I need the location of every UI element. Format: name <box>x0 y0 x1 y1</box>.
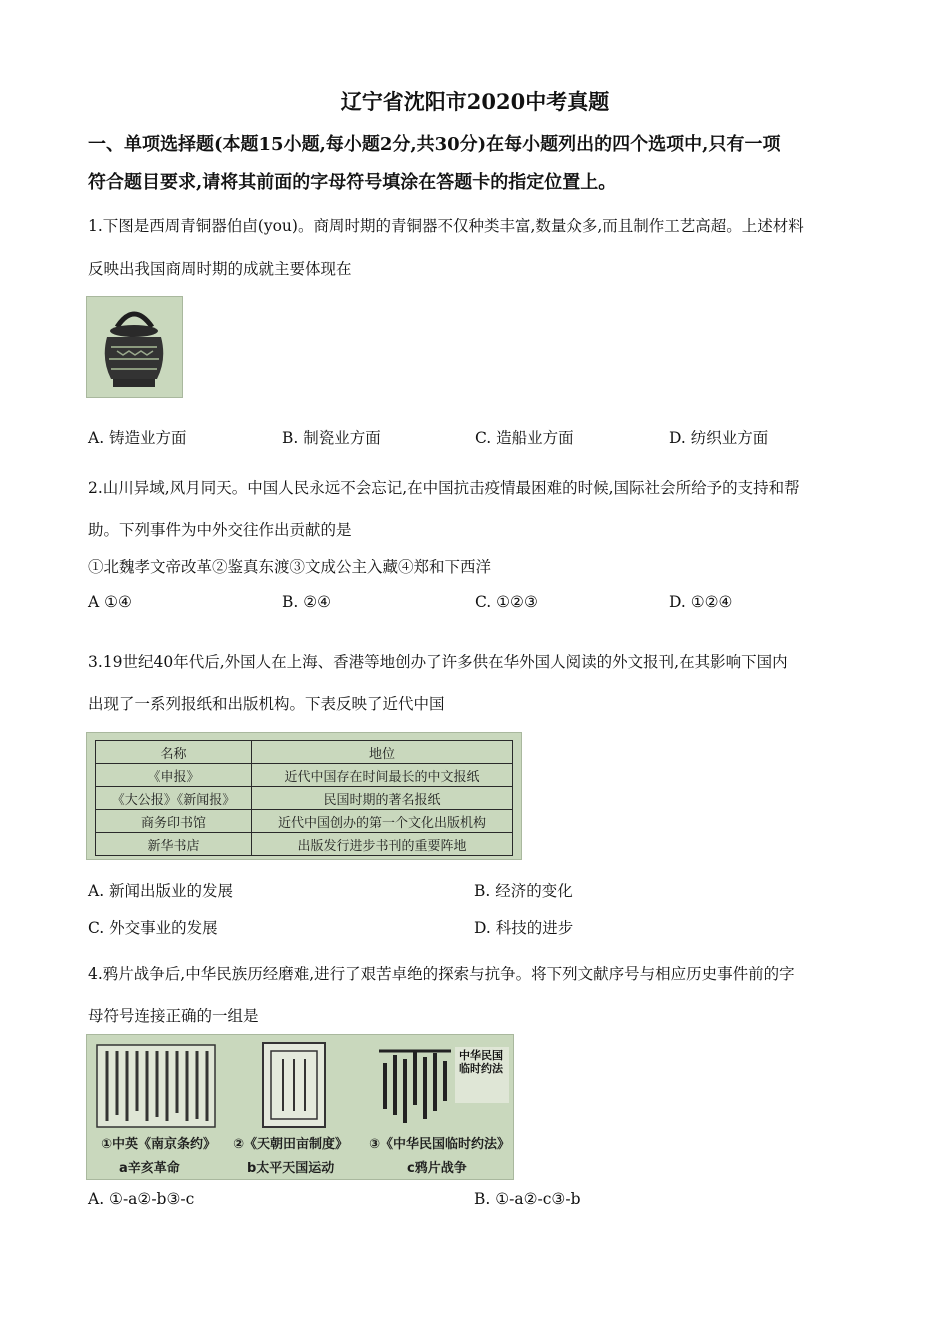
question-3-option-d[interactable]: D. 科技的进步 <box>474 919 574 937</box>
event-label-b: b太平天国运动 <box>247 1161 335 1176</box>
question-3-text-line2: 出现了一系列报纸和出版机构。下表反映了近代中国 <box>88 695 445 713</box>
table-cell: 新华书店 <box>96 833 252 856</box>
question-3-option-a[interactable]: A. 新闻出版业的发展 <box>88 882 234 900</box>
table-cell: 《申报》 <box>96 764 252 787</box>
event-label-c: c鸦片战争 <box>407 1161 467 1176</box>
table-cell: 出版发行进步书刊的重要阵地 <box>252 833 513 856</box>
table-cell: 民国时期的著名报纸 <box>252 787 513 810</box>
question-3-option-c[interactable]: C. 外交事业的发展 <box>88 919 218 937</box>
doc-label-1: ①中英《南京条约》 <box>101 1137 217 1152</box>
newspaper-table-image <box>86 732 522 860</box>
doc-label-3: ③《中华民国临时约法》 <box>369 1137 511 1152</box>
table-cell: 近代中国创办的第一个文化出版机构 <box>252 810 513 833</box>
constitution-stamp-text: 中华民国临时约法 <box>459 1049 503 1075</box>
table-header-name: 名称 <box>96 741 252 764</box>
question-2-text-line1: 2.山川异域,风月同天。中国人民永远不会忘记,在中国抗击疫情最困难的时候,国际社会所给予的支持和帮 <box>88 479 800 497</box>
historical-documents-image <box>86 1034 514 1180</box>
question-3-text-line1: 3.19世纪40年代后,外国人在上海、香港等地创办了许多供在华外国人阅读的外文报刊,在其影响下国内 <box>88 653 788 671</box>
question-4-text-line1: 4.鸦片战争后,中华民族历经磨难,进行了艰苦卓绝的探索与抗争。将下列文献序号与相应历史事件前的字 <box>88 965 795 983</box>
question-1-option-a[interactable]: A. 铸造业方面 <box>88 429 187 447</box>
question-2-events: ①北魏孝文帝改革②鉴真东渡③文成公主入藏④郑和下西洋 <box>88 558 492 576</box>
doc-label-2: ②《天朝田亩制度》 <box>233 1137 349 1152</box>
event-label-a: a辛亥革命 <box>119 1161 180 1176</box>
question-2-option-d[interactable]: D. ①②④ <box>669 593 733 611</box>
bronze-vessel-image <box>86 296 183 398</box>
table-row <box>96 764 513 787</box>
question-2-option-a[interactable]: A ①④ <box>88 593 132 611</box>
table-cell: 近代中国存在时间最长的中文报纸 <box>252 764 513 787</box>
question-1-text-line1: 1.下图是西周青铜器伯卣(you)。商周时期的青铜器不仅种类丰富,数量众多,而且制作工艺高超。上述材料 <box>88 217 804 235</box>
question-2-text-line2: 助。下列事件为中外交往作出贡献的是 <box>88 521 352 539</box>
table-header-status: 地位 <box>252 741 513 764</box>
question-1-option-b[interactable]: B. 制瓷业方面 <box>282 429 381 447</box>
question-1-text-line2: 反映出我国商周时期的成就主要体现在 <box>88 260 352 278</box>
table-cell: 《大公报》《新闻报》 <box>96 787 252 810</box>
table-row <box>96 787 513 810</box>
question-4-option-a[interactable]: A. ①-a②-b③-c <box>88 1190 195 1208</box>
question-4-text-line2: 母符号连接正确的一组是 <box>88 1007 259 1025</box>
question-4-option-b[interactable]: B. ①-a②-c③-b <box>474 1190 581 1208</box>
table-row <box>96 810 513 833</box>
newspaper-table <box>95 740 513 856</box>
page-title: 辽宁省沈阳市2020中考真题 <box>340 89 610 114</box>
question-1-option-c[interactable]: C. 造船业方面 <box>475 429 574 447</box>
section-instructions-line2: 符合题目要求,请将其前面的字母符号填涂在答题卡的指定位置上。 <box>88 172 617 193</box>
table-header-row <box>96 741 513 764</box>
question-2-option-c[interactable]: C. ①②③ <box>475 593 538 611</box>
table-row <box>96 833 513 856</box>
question-2-option-b[interactable]: B. ②④ <box>282 593 332 611</box>
question-3-option-b[interactable]: B. 经济的变化 <box>474 882 573 900</box>
table-cell: 商务印书馆 <box>96 810 252 833</box>
question-1-option-d[interactable]: D. 纺织业方面 <box>669 429 769 447</box>
section-instructions-line1: 一、单项选择题(本题15小题,每小题2分,共30分)在每小题列出的四个选项中,只有一项 <box>88 134 781 155</box>
